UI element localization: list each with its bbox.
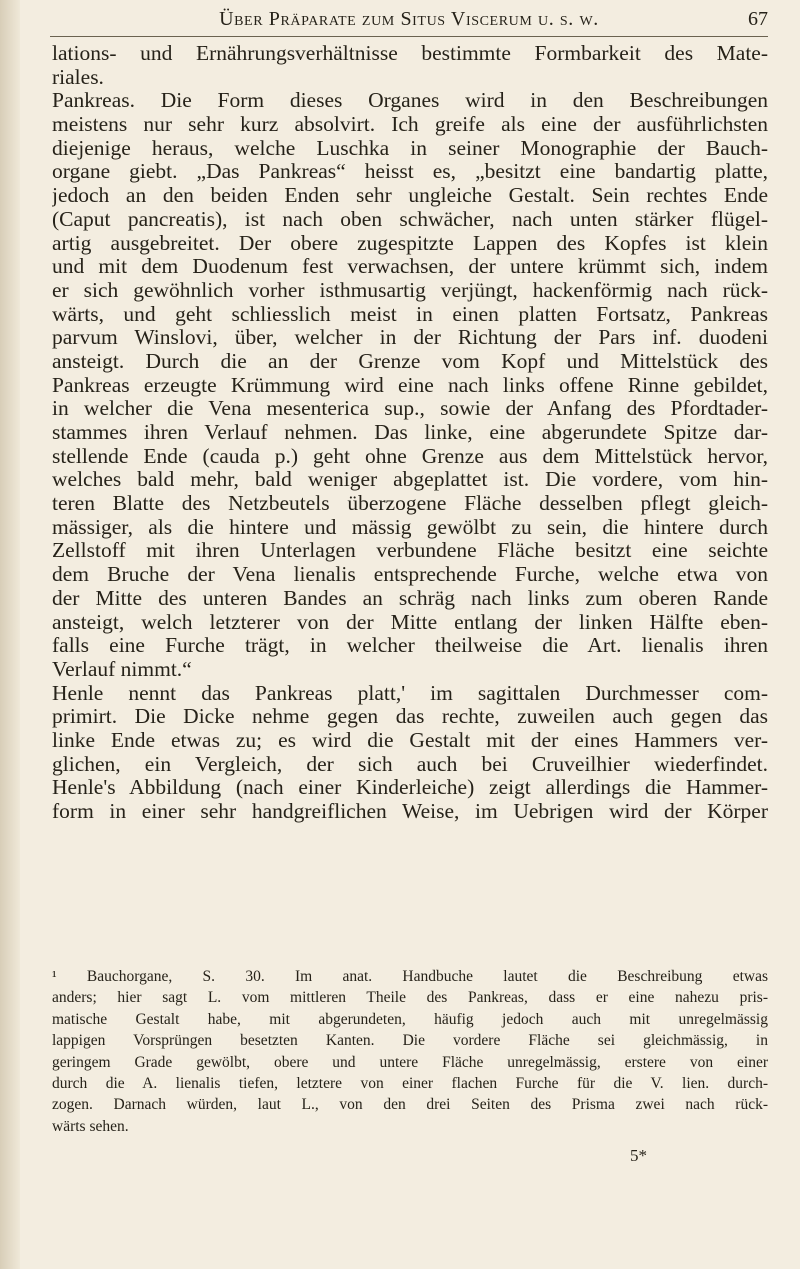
text-line: welches bald mehr, bald weniger abgeplattet ist. Die vordere, vom hin-	[52, 468, 768, 492]
text-line: artig ausgebreitet. Der obere zugespitzte Lappen des Kopfes ist klein	[52, 231, 768, 255]
footnote-line: matische Gestalt habe, mit abgerundeten, häufig jedoch auch mit unregelmässig	[52, 1010, 768, 1028]
page-header	[50, 6, 768, 36]
footnote-line: geringem Grade gewölbt, obere und untere Fläche unregelmässig, erstere von einer	[52, 1053, 768, 1071]
text-line: er sich gewöhnlich vorher isthmusartig verjüngt, hackenförmig nach rück-	[52, 278, 768, 302]
text-line: ansteigt. Durch die an der Grenze vom Kopf und Mittelstück des	[52, 349, 768, 373]
text-line: linke Ende etwas zu; es wird die Gestalt mit der eines Hammers ver-	[52, 728, 768, 752]
page-edge	[0, 0, 20, 1269]
running-title: Über Präparate zum Situs Viscerum u. s. w.	[219, 8, 599, 30]
footnote-line: durch die A. lienalis tiefen, letztere von einer flachen Furche für die V. lien. durch-	[52, 1074, 768, 1092]
body-text	[52, 42, 768, 824]
text-line: jedoch an den beiden Enden sehr ungleiche Gestalt. Sein rechtes Ende	[52, 184, 768, 208]
text-line: mässiger, als die hintere und mässig gewölbt zu sein, die hintere durch	[52, 515, 768, 539]
footnote-line: ¹ Bauchorgane, S. 30. Im anat. Handbuche lautet die Beschreibung etwas	[52, 968, 768, 985]
text-line: glichen, ein Vergleich, der sich auch bei Cruveilhier wiederfindet.	[52, 752, 768, 776]
text-line: parvum Winslovi, über, welcher in der Richtung der Pars inf. duodeni	[52, 326, 768, 350]
text-line: wärts, und geht schliesslich meist in einen platten Fortsatz, Pankreas	[52, 302, 768, 326]
text-line: teren Blatte des Netzbeutels überzogene Fläche desselben pflegt gleich-	[52, 492, 768, 516]
text-line: der Mitte des unteren Bandes an schräg nach links zum oberen Rande	[52, 586, 768, 610]
footnote-line: anders; hier sagt L. vom mittleren Theile des Pankreas, dass er eine nahezu pris-	[52, 989, 768, 1007]
text-line: Pankreas. Die Form dieses Organes wird in den Beschreibungen	[52, 89, 768, 113]
text-line: diejenige heraus, welche Luschka in seiner Monographie der Bauch-	[52, 136, 768, 160]
text-line: Verlauf nimmt.“	[52, 657, 192, 681]
page-number: 67	[748, 8, 768, 30]
text-line: (Caput pancreatis), ist nach oben schwächer, nach unten stärker flügel-	[52, 207, 768, 231]
text-line: organe giebt. „Das Pankreas“ heisst es, „besitzt eine bandartig platte,	[52, 160, 768, 184]
footnote-line: wärts sehen.	[52, 1117, 129, 1135]
footnotes	[52, 966, 768, 1137]
text-line: ansteigt, welch letzterer von der Mitte entlang der linken Hälfte eben-	[52, 610, 768, 634]
text-line: Henle nennt das Pankreas platt,' im sagittalen Durchmesser com-	[52, 681, 768, 705]
text-line: primirt. Die Dicke nehme gegen das rechte, zuweilen auch gegen das	[52, 705, 768, 729]
text-line: stellende Ende (cauda p.) geht ohne Grenze aus dem Mittelstück hervor,	[52, 444, 768, 468]
text-line: riales.	[52, 65, 104, 89]
text-line: Henle's Abbildung (nach einer Kinderleiche) zeigt allerdings die Hammer-	[52, 776, 768, 800]
text-line: meistens nur sehr kurz absolvirt. Ich greife als eine der ausführlichsten	[52, 113, 768, 137]
text-line: in welcher die Vena mesenterica sup., sowie der Anfang des Pfordtader-	[52, 397, 768, 421]
text-line: falls eine Furche trägt, in welcher theilweise die Art. lienalis ihren	[52, 634, 768, 658]
text-line: dem Bruche der Vena lienalis entsprechende Furche, welche etwa von	[52, 563, 768, 587]
text-line: und mit dem Duodenum fest verwachsen, der untere krümmt sich, indem	[52, 255, 768, 279]
text-line: stammes ihren Verlauf nehmen. Das linke, eine abgerundete Spitze dar-	[52, 421, 768, 444]
signature-mark: 5*	[630, 1146, 647, 1165]
footnote-line: lappigen Vorsprüngen besetzten Kanten. Die vordere Fläche sei gleichmässig, in	[52, 1032, 768, 1050]
footnote-line: zogen. Darnach würden, laut L., von den drei Seiten des Prisma zwei nach rück-	[52, 1096, 768, 1114]
text-line: form in einer sehr handgreiflichen Weise, im Uebrigen wird der Körper	[52, 800, 768, 823]
text-line: lations- und Ernährungsverhältnisse bestimmte Formbarkeit des Mate-	[52, 42, 768, 65]
header-rule	[50, 36, 768, 37]
text-line: Pankreas erzeugte Krümmung wird eine nach links offene Rinne gebildet,	[52, 373, 768, 397]
text-line: Zellstoff mit ihren Unterlagen verbundene Fläche besitzt eine seichte	[52, 539, 768, 563]
